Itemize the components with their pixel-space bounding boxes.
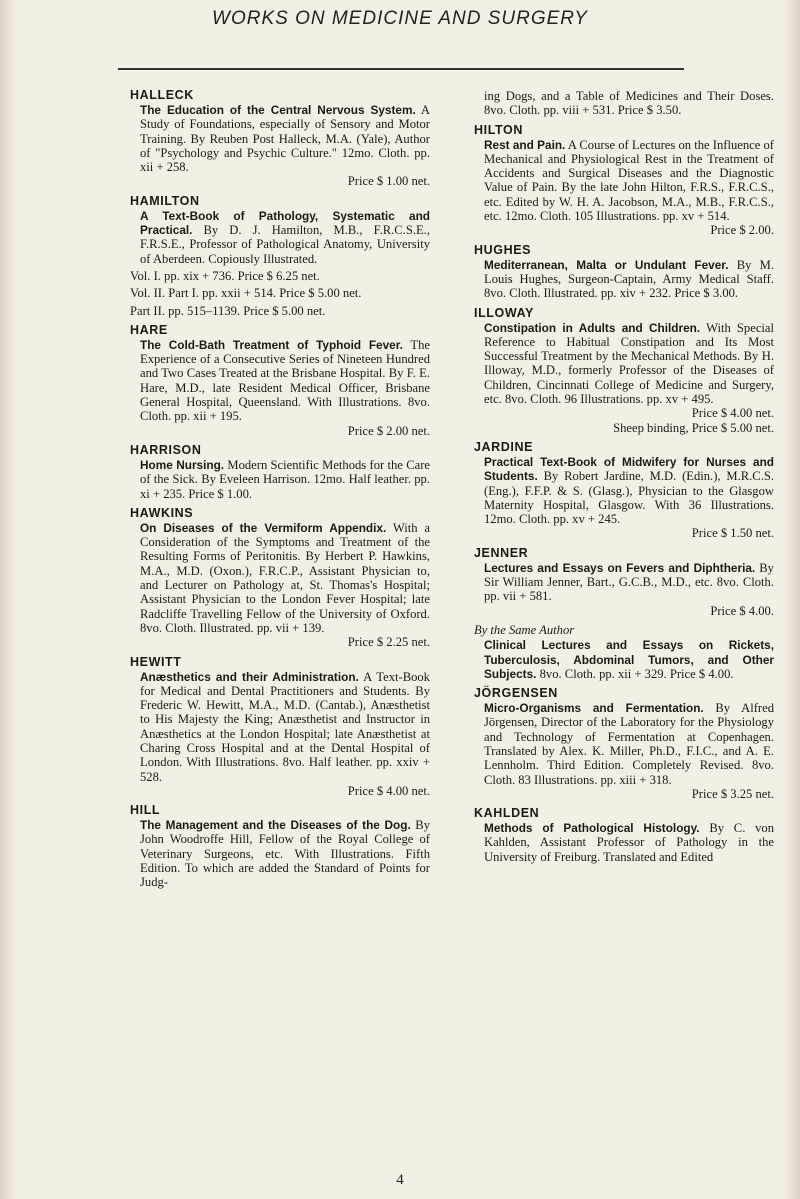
entry-author: HILL xyxy=(130,803,161,818)
entry-body xyxy=(474,701,774,787)
entry-body xyxy=(130,458,430,501)
entry-body xyxy=(130,670,430,784)
entry-description: By M. Louis Hughes, Surgeon-Captain, Army Medical Staff. 8vo. Cloth. Illustrated. pp. xiv + 232. Price $ 3.00. xyxy=(484,257,774,301)
entry-author: JARDINE xyxy=(474,439,534,454)
entry-body xyxy=(474,321,774,407)
entry-title: Lectures and Essays on Fevers and Diphtheria. xyxy=(484,560,756,575)
entry-price: Price $ 4.00 net. xyxy=(691,406,774,421)
entry-description: By Robert Jardine, M.D. (Edin.), M.R.C.S. (Eng.), F.F.P. & S. (Glasg.), Physician to the Glasgow Maternity Hospital, Glasgow. With 36 Illustrations. 12mo. Cloth. pp. xv + 245. xyxy=(484,469,774,527)
catalog-entry xyxy=(130,443,430,501)
entry-body xyxy=(474,89,774,118)
entry-price: Price $ 1.00 net. xyxy=(347,174,430,189)
entry-price-alt: Sheep binding, Price $ 5.00 net. xyxy=(613,420,774,435)
catalog-entry xyxy=(474,89,774,118)
entry-price: Price $ 4.00 net. xyxy=(347,783,430,798)
catalog-entry xyxy=(130,323,430,438)
entry-title: A Text-Book of Pathology, Systematic and Practical. xyxy=(140,208,430,238)
entry-description: With a Consideration of the Symptoms and Treatment of the Resulting Forms of Peritonitis. By Herbert P. Hawkins, M.A., M.D. (Oxon.), F.R.C.P., Assistant Physician to, and Lecturer on Pathology at, St. Thomas's Hospital; Assistant Physician to the London Fever Hospital; late Radcliffe Travelling Fellow of the University of Oxford. 8vo. Cloth. Illustrated. pp. vii + 139. xyxy=(140,520,430,635)
page-number: 4 xyxy=(396,1172,404,1188)
entry-title: On Diseases of the Vermiform Appendix. xyxy=(140,520,387,535)
catalog-entry xyxy=(474,806,774,864)
entry-title: Mediterranean, Malta or Undulant Fever. xyxy=(484,257,729,272)
catalog-entry xyxy=(474,243,774,301)
entry-title: Methods of Pathological Histology. xyxy=(484,821,700,836)
entry-title: Anæsthetics and their Administration. xyxy=(140,669,359,684)
entry-description: A Study of Foundations, especially of Sensory and Motor Training. By Reuben Post Halleck, M.A. (Yale), Author of "Psychology and Psychic Culture." 12mo. Cloth. pp. xii + 258. xyxy=(140,103,430,175)
entry-author: ILLOWAY xyxy=(474,305,534,320)
entry-description: By John Woodroffe Hill, Fellow of the Royal College of Veterinary Surgeons, etc. With Illustrations. Fifth Edition. To which are added the Standard of Points for Judg- xyxy=(140,818,430,890)
entry-description: A Course of Lectures on the Influence of Mechanical and Physiological Rest in the Treatment of Accidents and Surgical Diseases and the Diagnostic Value of Pain. By the late John Hilton, F.R.S., F.R.C.S., etc. Edited by W. H. A. Jacobson, M.A., M.B., F.R.C.S., etc. 12mo. Cloth. 105 Illustrations. pp. xv + 514. xyxy=(484,137,774,224)
right-column xyxy=(474,88,774,869)
page-edge-right xyxy=(782,0,800,1199)
entry-price: Price $ 3.25 net. xyxy=(691,786,774,801)
left-column xyxy=(130,88,430,895)
entry-byline: By the Same Author xyxy=(474,622,575,637)
entry-title: Constipation in Adults and Children. xyxy=(484,320,701,335)
entry-body xyxy=(130,818,430,889)
running-head: WORKS ON MEDICINE AND SURGERY xyxy=(212,8,588,29)
entry-author: HARE xyxy=(130,322,168,337)
page-edge-left xyxy=(0,0,18,1199)
entry-author: KAHLDEN xyxy=(474,806,540,821)
entry-title: Practical Text-Book of Midwifery for Nurses and Students. xyxy=(484,454,774,484)
catalog-entry xyxy=(474,546,774,618)
entry-author: HUGHES xyxy=(474,242,532,257)
entry-title: Home Nursing. xyxy=(140,457,225,472)
entry-author: HILTON xyxy=(474,122,523,137)
entry-description: Modern Scientific Methods for the Care of the Sick. By Eveleen Harrison. 12mo. Half leather. pp. xi + 235. Price $ 1.00. xyxy=(140,457,430,501)
entry-body xyxy=(474,138,774,224)
entry-body xyxy=(130,338,430,424)
entry-body xyxy=(474,638,774,681)
entry-price: Price $ 2.00 net. xyxy=(347,423,430,438)
entry-body xyxy=(474,561,774,604)
catalog-entry xyxy=(474,123,774,238)
entry-title: Clinical Lectures and Essays on Rickets, Tuberculosis, Abdominal Tumors, and Other Subjects. xyxy=(484,638,774,681)
entry-price: Price $ 1.50 net. xyxy=(691,526,774,541)
entry-volume-line: Part II. pp. 515–1139. Price $ 5.00 net. xyxy=(130,303,326,318)
catalog-entry xyxy=(130,655,430,799)
entry-description: By C. von Kahlden, Assistant Professor of Pathology in the University of Freiburg. Translated and Edited xyxy=(484,821,774,864)
catalog-entry xyxy=(474,306,774,435)
entry-price: Price $ 2.00. xyxy=(710,223,774,238)
catalog-entry xyxy=(474,686,774,801)
entry-body xyxy=(130,521,430,635)
entry-volume-line: Vol. I. pp. xix + 736. Price $ 6.25 net. xyxy=(130,268,320,283)
entry-author: HARRISON xyxy=(130,442,202,457)
entry-title: The Education of the Central Nervous System. xyxy=(140,103,416,117)
entry-description: By D. J. Hamilton, M.B., F.R.C.S.E., F.R.S.E., Professor of Pathological Anatomy, University of Aberdeen. Copiously Illustrated. xyxy=(140,223,430,266)
entry-title: The Management and the Diseases of the Dog. xyxy=(140,818,411,833)
entry-description: 8vo. Cloth. pp. xii + 329. Price $ 4.00. xyxy=(539,666,734,681)
entry-description: With Special Reference to Habitual Constipation and Its Most Successful Treatment by the Mechanical Methods. By H. Illoway, M.D., formerly Professor of the Diseases of Children, Cincinnati College of Medicine and Surgery, etc. 8vo. Cloth. 96 Illustrations. pp. xv + 495. xyxy=(484,320,774,407)
header-rule xyxy=(118,68,684,70)
catalog-entry xyxy=(474,623,774,681)
entry-description: ing Dogs, and a Table of Medicines and Their Doses. 8vo. Cloth. pp. viii + 531. Price $ 3.50. xyxy=(484,89,774,118)
entry-body xyxy=(130,209,430,266)
entry-price: Price $ 2.25 net. xyxy=(347,635,430,650)
catalog-entry xyxy=(474,440,774,541)
entry-description: By Sir William Jenner, Bart., G.C.B., M.D., etc. 8vo. Cloth. pp. vii + 581. xyxy=(484,560,774,604)
entry-title: Micro-Organisms and Fermentation. xyxy=(484,701,704,716)
entry-author: JENNER xyxy=(474,545,529,560)
catalog-entry xyxy=(130,194,430,318)
entry-body xyxy=(474,821,774,864)
catalog-entry xyxy=(130,803,430,889)
catalog-entry xyxy=(130,506,430,650)
entry-author: HALLECK xyxy=(130,88,194,102)
entry-price: Price $ 4.00. xyxy=(710,603,774,618)
entry-author: JÖRGENSEN xyxy=(474,686,558,701)
entry-author: HAMILTON xyxy=(130,193,200,208)
entry-description: By Alfred Jörgensen, Director of the Laboratory for the Physiology and Technology of Fermentation at Copenhagen. Translated by Alex. K. Miller, Ph.D., F.I.C., and A. E. Lennholm. Third Edition. Completely Revised. 8vo. Cloth. 83 Illustrations. pp. xiii + 318. xyxy=(484,701,774,787)
entry-title: The Cold-Bath Treatment of Typhoid Fever. xyxy=(140,337,403,352)
entry-title: Rest and Pain. xyxy=(484,137,566,152)
entry-author: HEWITT xyxy=(130,654,182,669)
entry-description: The Experience of a Consecutive Series of Nineteen Hundred and Two Cases Treated at the Brisbane Hospital. By F. E. Hare, M.D., late Resident Medical Officer, Brisbane General Hospital, Queensland. With Illustrations. 8vo. Cloth. pp. xii + 195. xyxy=(140,337,431,424)
entry-description: A Text-Book for Medical and Dental Practitioners and Students. By Frederic W. Hewitt, M.A., M.D. (Cantab.), Anæsthetist to His Majesty the King; Anæsthetist and Instructor in Anæsthetics at the London Hospital; late Anæsthetist at Charing Cross Hospital and at the Dental Hospital of London. With Illustrations. 8vo. Half leather. pp. xxiv + 528. xyxy=(140,669,430,784)
entry-body xyxy=(474,258,774,301)
entry-body xyxy=(130,103,430,174)
entry-volume-line: Vol. II. Part I. pp. xxii + 514. Price $ 5.00 net. xyxy=(130,286,362,301)
entry-author: HAWKINS xyxy=(130,505,194,520)
entry-body xyxy=(474,455,774,526)
catalog-entry xyxy=(130,88,430,189)
